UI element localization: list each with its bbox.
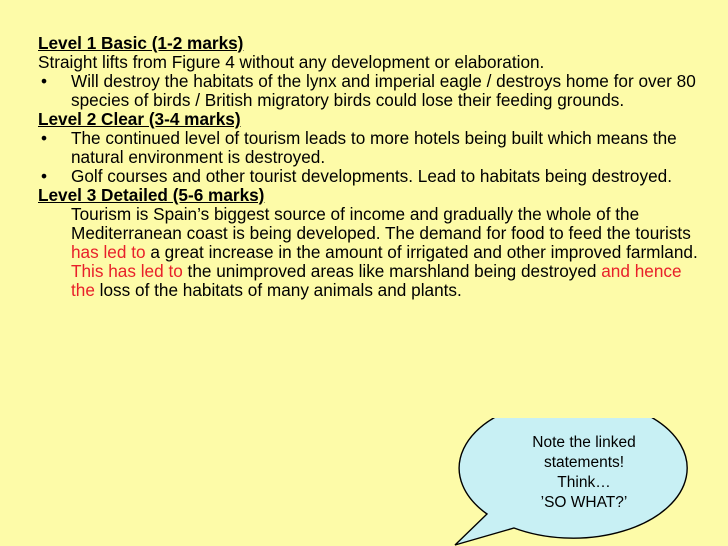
- level3-paragraph: [38, 205, 698, 300]
- callout-line: Think…: [557, 474, 611, 491]
- callout-line: Note the linked: [532, 434, 636, 451]
- mark-scheme: [38, 34, 698, 300]
- callout-line: ’SO WHAT?’: [540, 494, 628, 511]
- linked-statement: This has led to: [71, 261, 183, 281]
- bullet-icon: •: [41, 128, 48, 148]
- bullet-text: Golf courses and other tourist developments. Lead to habitats being destroyed.: [71, 166, 672, 186]
- callout-text: [504, 433, 664, 513]
- bullet-icon: •: [41, 71, 48, 91]
- level1-bullet: [38, 72, 698, 110]
- linked-statement: and hence the: [71, 261, 682, 300]
- level3-text: Tourism is Spain’s biggest source of income and gradually the whole of the Mediterranean coast is being developed. The demand for food to feed the tourists: [71, 204, 691, 243]
- level2-heading: Level 2 Clear (3-4 marks): [38, 109, 241, 129]
- speech-bubble-callout: [452, 418, 692, 546]
- bullet-text: The continued level of tourism leads to more hotels being built which means the natural environment is destroyed.: [71, 128, 677, 167]
- level1-heading: Level 1 Basic (1-2 marks): [38, 33, 244, 53]
- level2-bullet: [38, 167, 698, 186]
- callout-line: statements!: [543, 454, 625, 471]
- level3-text: the unimproved areas like marshland being destroyed: [182, 261, 602, 281]
- linked-statement: has led to: [71, 242, 146, 262]
- level3-text: a great increase in the amount of irrigated and other improved farmland.: [145, 242, 698, 262]
- level3-heading: Level 3 Detailed (5-6 marks): [38, 185, 265, 205]
- bullet-icon: •: [41, 166, 48, 186]
- bullet-text: Will destroy the habitats of the lynx and imperial eagle / destroys home for over 80 species of birds / British migratory birds could lose their feeding grounds.: [71, 71, 696, 110]
- level1-intro: Straight lifts from Figure 4 without any development or elaboration.: [38, 52, 545, 72]
- level3-text: loss of the habitats of many animals and plants.: [94, 280, 462, 300]
- level2-bullet: [38, 129, 698, 167]
